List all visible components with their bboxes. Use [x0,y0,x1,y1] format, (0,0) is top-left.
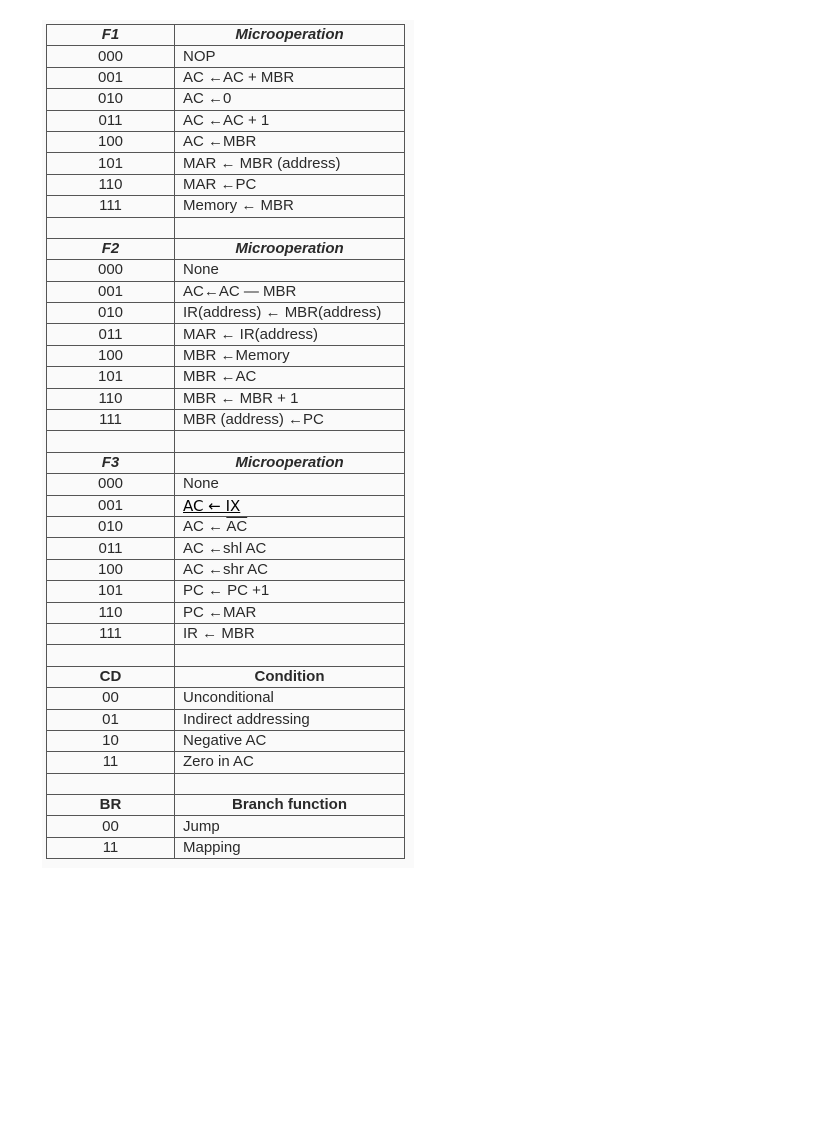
table-row [47,46,405,67]
br-header-function: Branch function [175,795,405,816]
f3-op: PC ←MAR [175,602,405,623]
f1-header-row [47,25,405,46]
br-function: Jump [175,816,405,837]
f3-op-typed-text: AC ← IX [183,496,241,515]
f1-code: 010 [47,89,175,110]
table-row [47,474,405,495]
table-row [47,816,405,837]
f2-header-op: Microoperation [175,238,405,259]
table-row [47,602,405,623]
f1-op: AC ←AC + MBR [175,67,405,88]
cd-code: 10 [47,730,175,751]
table-row [47,581,405,602]
f2-header-row [47,238,405,259]
f3-code: 000 [47,474,175,495]
f2-code: 000 [47,260,175,281]
br-header-code: BR [47,795,175,816]
cd-header-row [47,666,405,687]
table-row [47,324,405,345]
f2-code: 011 [47,324,175,345]
f1-op: MAR ←PC [175,174,405,195]
f1-code: 101 [47,153,175,174]
f1-header-op: Microoperation [175,25,405,46]
f2-op: None [175,260,405,281]
f3-code: 001 [47,495,175,516]
f3-op-complement: $\overline{AC}$ [226,518,248,536]
f3-header-op: Microoperation [175,452,405,473]
table-row [47,688,405,709]
f2-op: AC←AC — MBR [175,281,405,302]
table-row [47,538,405,559]
table-row [47,495,405,516]
cd-code: 00 [47,688,175,709]
spacer-row [47,773,405,794]
f2-header-code: F2 [47,238,175,259]
f1-code: 100 [47,131,175,152]
f3-op: AC ←shl AC [175,538,405,559]
cd-code: 11 [47,752,175,773]
f2-op: MBR ←Memory [175,345,405,366]
table-row [47,367,405,388]
f3-op: PC ← PC +1 [175,581,405,602]
f2-op: MBR ←AC [175,367,405,388]
table-row [47,730,405,751]
f3-code: 100 [47,559,175,580]
f3-op: None [175,474,405,495]
f3-op-typed [175,495,405,516]
table-row [47,709,405,730]
br-code: 11 [47,837,175,858]
br-function: Mapping [175,837,405,858]
table-row [47,345,405,366]
table-row [47,410,405,431]
spacer-row [47,645,405,666]
br-code: 00 [47,816,175,837]
f3-header-code: F3 [47,452,175,473]
cd-code: 01 [47,709,175,730]
f1-op: AC ←0 [175,89,405,110]
f1-op: AC ←MBR [175,131,405,152]
table-row [47,516,405,537]
cd-condition: Indirect addressing [175,709,405,730]
f3-code: 010 [47,516,175,537]
f2-op: IR(address) ← MBR(address) [175,303,405,324]
f2-op: MBR (address) ←PC [175,410,405,431]
spacer-row [47,431,405,452]
table-row [47,559,405,580]
f2-op: MAR ← IR(address) [175,324,405,345]
f1-code: 110 [47,174,175,195]
f2-code: 111 [47,410,175,431]
f2-op: MBR ← MBR + 1 [175,388,405,409]
f1-code: 000 [47,46,175,67]
f2-code: 100 [47,345,175,366]
f3-code: 110 [47,602,175,623]
f1-op: NOP [175,46,405,67]
microoperation-table [46,24,405,859]
cd-condition: Negative AC [175,730,405,751]
table-row [47,260,405,281]
f2-code: 110 [47,388,175,409]
table-row [47,131,405,152]
f3-code: 111 [47,623,175,644]
table-row [47,752,405,773]
f1-code: 011 [47,110,175,131]
f1-op: MAR ← MBR (address) [175,153,405,174]
cd-header-condition: Condition [175,666,405,687]
table-row [47,89,405,110]
table-row [47,837,405,858]
table-row [47,196,405,217]
cd-condition: Zero in AC [175,752,405,773]
f1-op: Memory ← MBR [175,196,405,217]
table-row [47,110,405,131]
f2-code: 101 [47,367,175,388]
f2-code: 010 [47,303,175,324]
table-row [47,67,405,88]
f3-header-row [47,452,405,473]
br-header-row [47,795,405,816]
cd-condition: Unconditional [175,688,405,709]
f3-code: 101 [47,581,175,602]
f1-header-code: F1 [47,25,175,46]
cd-header-code: CD [47,666,175,687]
table-row [47,388,405,409]
f2-code: 001 [47,281,175,302]
f3-code: 011 [47,538,175,559]
table-row [47,281,405,302]
f1-code: 001 [47,67,175,88]
f3-op: IR ← MBR [175,623,405,644]
spacer-row [47,217,405,238]
f3-op-prefix: AC ← [183,518,227,536]
f3-op: AC ←shr AC [175,559,405,580]
f3-op [175,516,405,537]
table-row [47,623,405,644]
f1-op: AC ←AC + 1 [175,110,405,131]
table-row [47,153,405,174]
table-row [47,303,405,324]
f1-code: 111 [47,196,175,217]
table-row [47,174,405,195]
